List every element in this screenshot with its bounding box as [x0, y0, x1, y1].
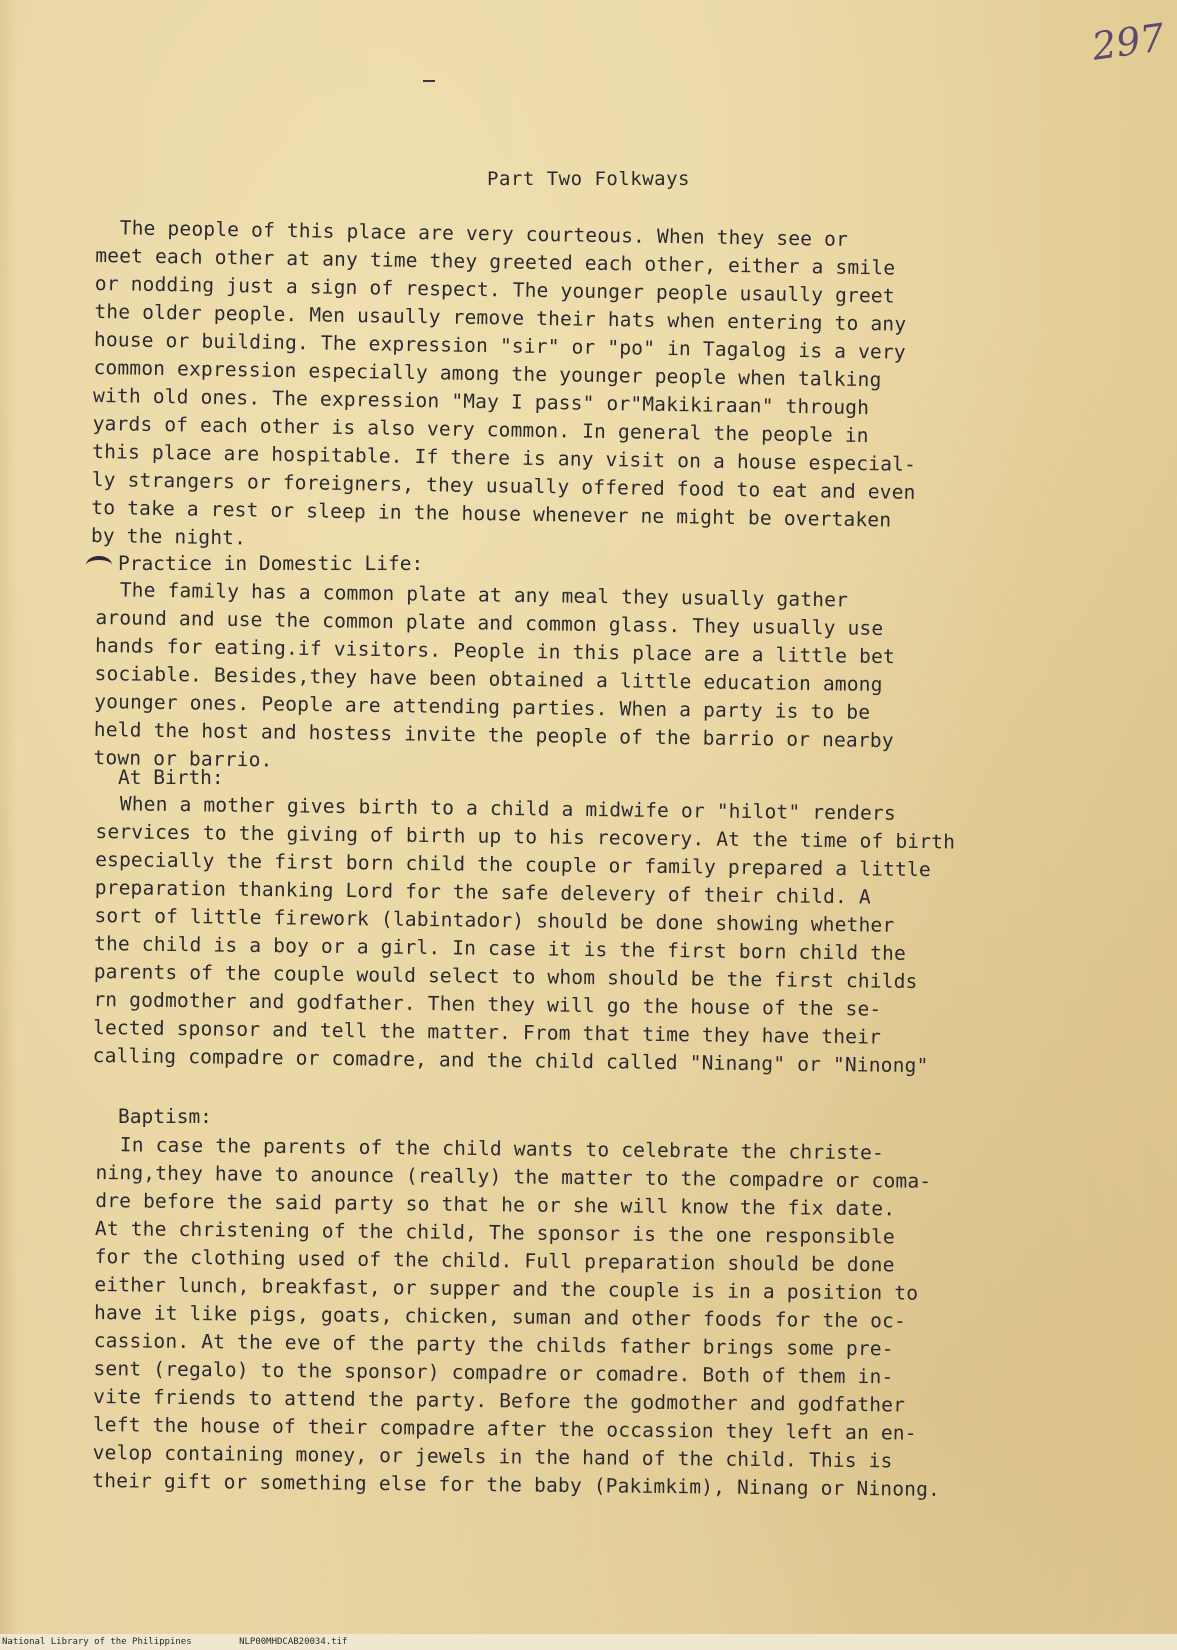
text-line: house or building. The expression "sir" or "po" in Tagalog is a very	[93, 327, 907, 364]
margin-bracket-mark	[86, 556, 112, 574]
text-line: In case the parents of the child wants to celebrate the christe-	[119, 1133, 885, 1165]
file-code: NLP00MHDCAB20034.tif	[239, 1637, 348, 1647]
domestic-paragraph	[93, 576, 1106, 786]
section-heading-domestic: Practice in Domestic Life:	[118, 552, 424, 575]
text-line: their gift or something else for the baby (Pakimkim), Ninang or Ninong.	[92, 1468, 941, 1501]
page-title: Part Two Folkways	[487, 168, 690, 190]
text-line: by the night.	[90, 523, 247, 550]
text-line: cassion. At the eve of the party the childs father brings some pre-	[93, 1328, 894, 1361]
text-line: The people of this place are very courteous. When they see or	[119, 216, 849, 251]
text-line: to take a rest or sleep in the house whenever ne might be overtaken	[91, 495, 892, 532]
text-line: younger ones. People are attending parties. When a party is to be	[94, 689, 871, 724]
text-line: hands for eating.if visitors. People in this place are a little bet	[94, 633, 896, 669]
text-line: with old ones. The expression "May I pass" or"Makikiraan" through	[92, 383, 870, 420]
section-heading-birth: At Birth:	[118, 766, 224, 789]
text-line: for the clothing used of the child. Full preparation should be done	[94, 1244, 895, 1277]
text-line: the older people. Men usaully remove their hats when entering to any	[94, 299, 907, 336]
scan-footer	[0, 1634, 1177, 1650]
text-line: sent (regalo) to the sponsor) compadre or comadre. Both of them in-	[93, 1356, 894, 1389]
text-line: common expression especially among the younger people when talking	[93, 355, 882, 392]
text-line: preparation thanking Lord for the safe delevery of their child. A	[94, 875, 872, 909]
text-line: held the host and hostess invite the people of the barrio or nearby	[93, 717, 894, 753]
text-line: town or barrio.	[93, 745, 273, 772]
text-line: sort of little firework (labintador) should be done showing whether	[94, 903, 895, 937]
text-line: yards of each other is also very common. In general the people in	[92, 411, 869, 448]
text-line: ly strangers or foreigners, they usually offered food to eat and even	[91, 467, 916, 504]
baptism-paragraph	[92, 1131, 1106, 1506]
text-line: services to the giving of birth up to his recovery. At the time of birth	[95, 819, 956, 854]
text-line: rn godmother and godfather. Then they will go the house of the se-	[93, 987, 882, 1021]
top-dash-mark	[423, 80, 435, 82]
birth-paragraph	[93, 790, 1106, 1082]
text-line: sociable. Besides,they have been obtained a little education among	[94, 661, 883, 696]
text-line: ning,they have to anounce (really) the matter to the compadre or coma-	[95, 1160, 932, 1193]
text-line: dre before the said party so that he or she will know the fix date.	[95, 1188, 896, 1221]
text-line: vite friends to attend the party. Before the godmother and godfather	[93, 1384, 906, 1417]
text-line: At the christening of the child, The sponsor is the one responsible	[94, 1216, 896, 1249]
text-line: meet each other at any time they greeted each other, either a smile	[95, 243, 896, 280]
text-line: When a mother gives birth to a child a midwife or "hilot" renders	[119, 792, 897, 825]
text-line: this place are hospitable. If there is any visit on a house especial-	[92, 439, 917, 476]
text-line: lected sponsor and tell the matter. From that time they have their	[92, 1015, 882, 1049]
text-line: parents of the couple would select to whom should be the first childs	[93, 959, 918, 994]
library-credit: National Library of the Philippines	[2, 1637, 192, 1647]
section-heading-baptism: Baptism:	[118, 1105, 212, 1128]
text-line: or nodding just a sign of respect. The younger people usaully greet	[94, 271, 895, 308]
text-line: calling compadre or comadre, and the child called "Ninang" or "Ninong"	[92, 1043, 929, 1078]
text-line: The family has a common plate at any meal they usually gather	[119, 578, 849, 612]
text-line: velop containing money, or jewels in the hand of the child. This is	[92, 1440, 893, 1473]
text-line: either lunch, breakfast, or supper and the couple is in a position to	[94, 1272, 919, 1305]
text-line: have it like pigs, goats, chicken, suman and other foods for the oc-	[93, 1300, 907, 1333]
text-line: left the house of their compadre after the occassion they left an en-	[92, 1412, 917, 1445]
intro-paragraph	[91, 214, 1106, 566]
text-line: around and use the common plate and common glass. They usually use	[95, 605, 884, 640]
text-line: the child is a boy or a girl. In case it is the first born child the	[93, 931, 907, 965]
text-line: especially the first born child the couple or family prepared a little	[95, 847, 932, 882]
page-number: 297	[1089, 15, 1168, 69]
